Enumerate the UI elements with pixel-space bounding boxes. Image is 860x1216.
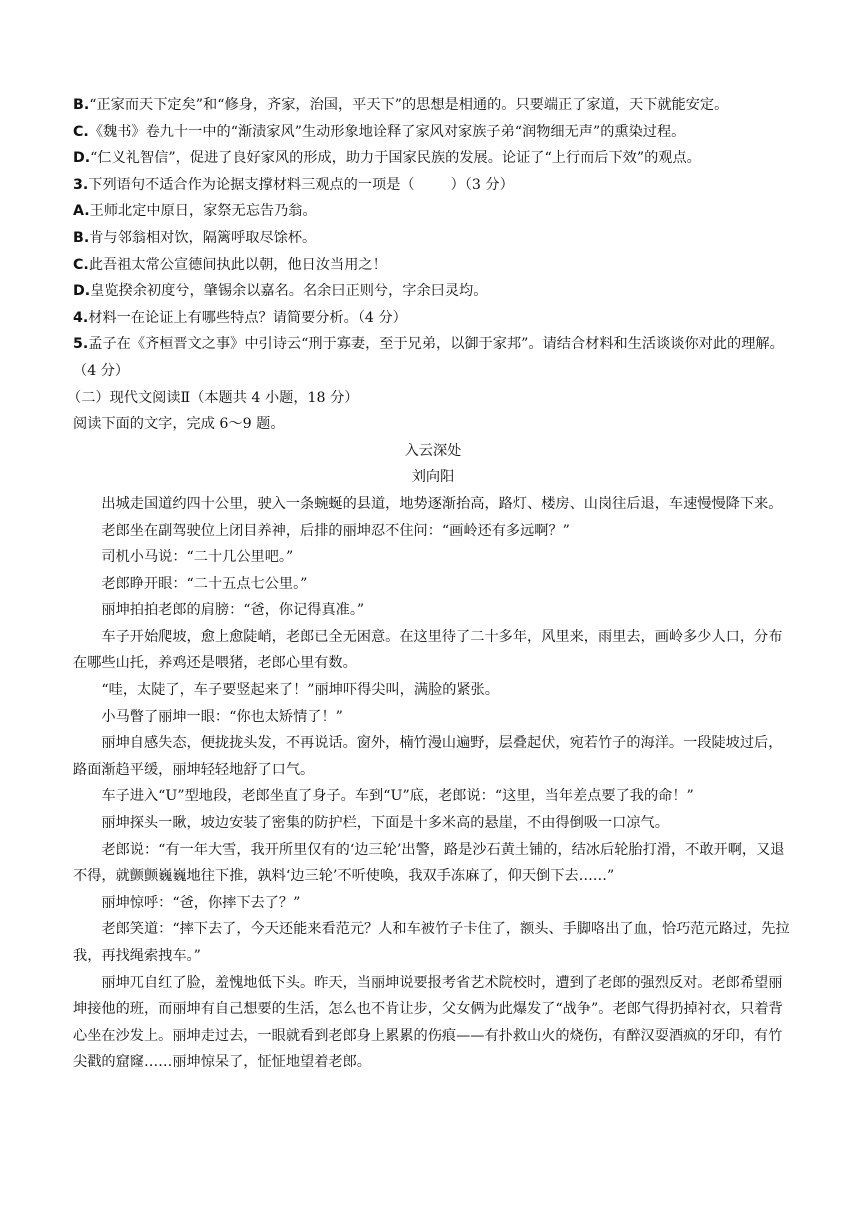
option-text: 王师北定中原日，家祭无忘告乃翁。 — [89, 203, 317, 220]
question-number: 3. — [73, 176, 89, 193]
story-paragraph: 司机小马说：“二十几公里吧。” — [101, 549, 294, 566]
option-c-line — [73, 119, 793, 146]
question-3-stem — [73, 172, 793, 199]
story-paragraph: 老郎笑道：“摔下去了，今天还能来看范元？人和车被竹子卡住了，额头、手脚咯出了血，恰巧范元路过，先拉我，再找绳索拽车。” — [73, 921, 790, 964]
question-5 — [73, 331, 793, 384]
option-text: 《魏书》卷九十一中的“渐渍家风”生动形象地诠释了家风对家族子弟“润物细无声”的熏染过程。 — [88, 123, 686, 140]
story-paragraph: 车子进入“U”型地段，老郎坐直了身子。车到“U”底，老郎说：“这里，当年差点要了我的命！” — [101, 788, 694, 805]
story-paragraph: 老郎睁开眼：“二十五点七公里。” — [101, 575, 308, 592]
option-letter: A. — [73, 203, 90, 220]
story-paragraph: 小马瞥了丽坤一眼：“你也太矫情了！” — [101, 708, 343, 725]
q3-option-c — [73, 252, 793, 279]
option-letter: D. — [73, 150, 91, 167]
story-paragraph: 出城走国道约四十公里，驶入一条蜿蜒的县道，地势逐渐抬高，路灯、楼房、山岗往后退，车速慢慢降下来。 — [101, 495, 783, 512]
story-paragraph: 老郎坐在副驾驶位上闭目养神，后排的丽坤忍不住问：“画岭还有多远啊？” — [101, 522, 570, 539]
question-stem-end: ）（3 分） — [450, 176, 514, 193]
q3-option-b — [73, 225, 793, 252]
option-letter: D. — [73, 283, 91, 300]
story-paragraph: 老郎说：“有一年大雪，我开所里仅有的‘边三轮’出警，路是沙石黄土铺的，结冰后轮胎打滑，不敢开啊，又退不得，就颤颤巍巍地往下推，孰料‘边三轮’不听使唤，我双手冻麻了，仰天倒下去……” — [73, 841, 785, 885]
story-paragraph: 丽坤拍拍老郎的肩膀：“爸，你记得真准。” — [101, 602, 365, 619]
document-content — [67, 92, 793, 1076]
option-text: “仁义礼智信”，促进了良好家风的形成，助力于国家民族的发展。论证了“上行而后下效”的观点。 — [90, 150, 701, 167]
option-letter: C. — [73, 256, 89, 273]
option-text: 此吾祖太常公宣德间执此以朝，他日汝当用之！ — [88, 256, 387, 273]
option-d-line — [73, 145, 793, 172]
question-stem-start: 下列语句不适合作为论据支撑材料三观点的一项是（ — [88, 176, 415, 193]
option-text: “正家而天下定矣”和“修身，齐家，治国，平天下”的思想是相通的。只要端正了家道，天下就能安定。 — [89, 97, 729, 113]
story-paragraph: “哇，太陡了，车子要竖起来了！”丽坤吓得尖叫，满脸的紧张。 — [101, 682, 499, 699]
story-paragraph: 丽坤惊呼：“爸，你摔下去了？” — [101, 894, 301, 911]
question-text: 孟子在《齐桓晋文之事》中引诗云“刑于寡妻，至于兄弟，以御于家邦”。请结合材料和生活谈谈你对此的理解。（4 分） — [73, 336, 784, 379]
section-instruction: 阅读下面的文字，完成 6～9 题。 — [73, 416, 285, 433]
option-b-line — [73, 92, 793, 119]
question-text: 材料一在论证上有哪些特点？请简要分析。（4 分） — [88, 309, 407, 326]
story-paragraph: 丽坤自感失态，便拢拢头发，不再说话。窗外，楠竹漫山遍野，层叠起伏，宛若竹子的海洋。一段陡坡过后，路面渐趋平缓，丽坤轻轻地舒了口气。 — [73, 735, 783, 778]
option-letter: B. — [73, 229, 90, 246]
story-paragraph: 丽坤兀自红了脸，羞愧地低下头。昨天，当丽坤说要报考省艺术院校时，遭到了老郎的强烈反对。老郎希望丽坤接他的班，而丽坤有自己想要的生活，怎么也不肯让步，父女俩为此爆发了“战争”。老郎气得扔掉衬衣，只着背心坐在沙发上。丽坤走过去，一眼就看到老郎身上累累的伤痕——有扑救山火的烧伤，有醉汉耍酒疯的牙印，有竹尖戳的窟窿……丽坤惊呆了，怔怔地望着老郎。 — [73, 974, 783, 1071]
section-header: （二）现代文阅读Ⅱ（本题共 4 小题，18 分） — [67, 389, 359, 406]
option-text: 肯与邻翁相对饮，隔篱呼取尽馀杯。 — [89, 229, 317, 246]
q3-option-d — [73, 278, 793, 305]
option-text: 皇览揆余初度兮，肇锡余以嘉名。名余曰正则兮，字余曰灵均。 — [90, 283, 488, 300]
story-title: 入云深处 — [404, 442, 462, 459]
question-number: 4. — [73, 309, 89, 326]
story-paragraph: 丽坤探头一瞅，坡边安装了密集的防护栏，下面是十多米高的悬崖，不由得倒吸一口凉气。 — [101, 815, 669, 832]
option-letter: C. — [73, 123, 89, 140]
q3-option-a — [73, 198, 793, 225]
option-letter: B. — [73, 97, 90, 113]
question-4 — [73, 305, 793, 332]
story-paragraph: 车子开始爬坡，愈上愈陡峭，老郎已全无困意。在这里待了二十多年，风里来，雨里去，画岭多少人口，分布在哪些山托，养鸡还是喂猪，老郎心里有数。 — [73, 628, 783, 672]
question-number: 5. — [73, 336, 89, 353]
story-author: 刘向阳 — [411, 469, 455, 486]
